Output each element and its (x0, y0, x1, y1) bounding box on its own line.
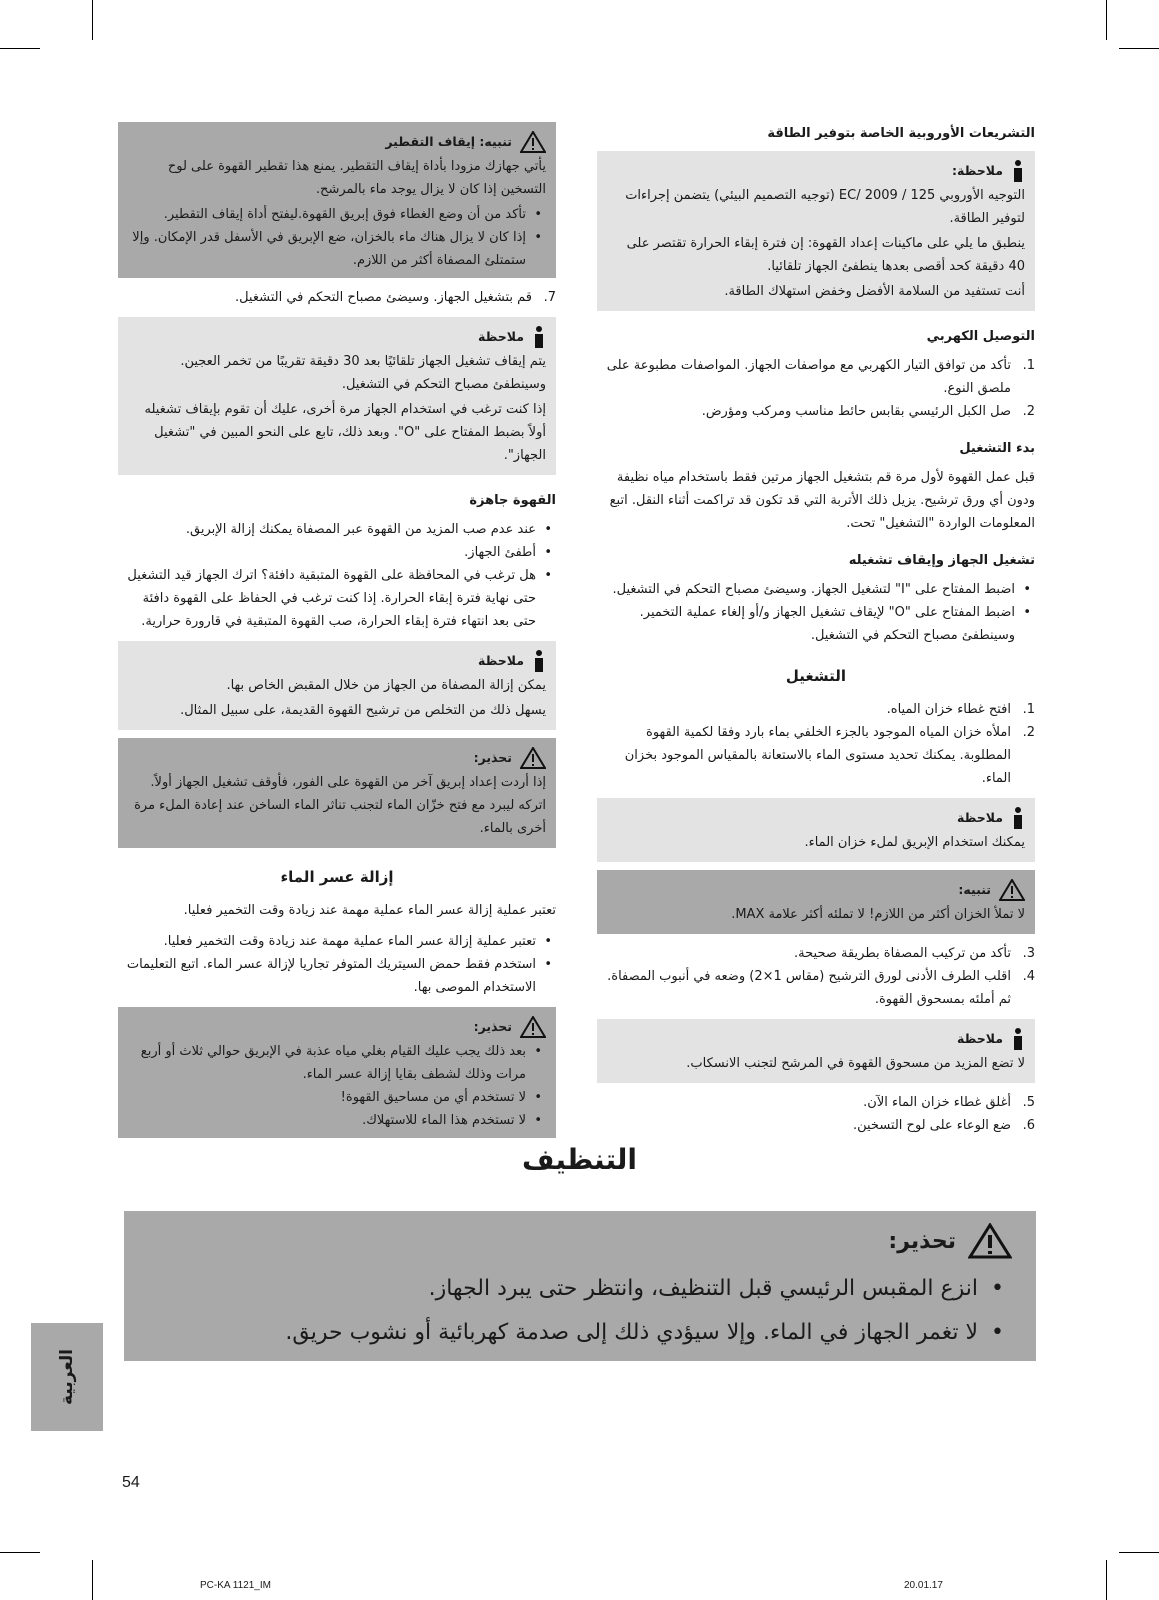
note-text: يمكن إزالة المصفاة من الجهاز من خلال المقبض الخاص بها. (226, 678, 546, 693)
caution-text: إذا أردت إعداد إبريق آخر من القهوة على الفور، فأوقف تشغيل الجهاز أولاً. اتركه ليبرد مع فتح خزّان الماء لتجنب تناثر الماء الساخن عند إعادة الملء مرة أخرى بالماء. (134, 775, 546, 836)
language-tab-label: العربية (57, 1348, 77, 1406)
crop-mark (92, 0, 93, 40)
info-icon (1011, 1028, 1025, 1050)
list-item: • تأكد من أن وضع الغطاء فوق إبريق القهوة.ليفتح أداة إيقاف التقطير. (128, 203, 546, 226)
warning-triangle-icon (520, 131, 546, 153)
coffee-ready-heading: القهوة جاهزة (469, 493, 556, 508)
eu-note-box (597, 151, 1035, 311)
step-7: 7. قم بتشغيل الجهاز. وسيضئ مصباح التحكم في التشغيل. (234, 290, 556, 305)
note-title: ملاحظة (478, 653, 524, 668)
drip-stop-caution-box (118, 122, 556, 278)
first-use-text: قبل عمل القهوة لأول مرة قم بتشغيل الجهاز مرتين فقط باستخدام مياه نظيفة ودون أي ورق ترشيح. يزيل ذلك الأتربة التي قد تكون قد تراكمت أثناء النقل. اتبع المعلومات الواردة "التشغيل" تحت. (609, 470, 1035, 531)
list-item: • هل ترغب في المحافظة على القهوة المتبقية دافئة؟ اترك الجهاز قيد التشغيل حتى نهاية فترة إبقاء الحرارة. إذا كنت ترغب في الحفاظ على القهوة دافئة حتى بعد انتهاء فترة إبقاء الحرارة، صب القهوة المتبقية في قارورة حرارية. (118, 564, 556, 633)
list-item: • إذا كان لا يزال هناك ماء بالخزان، ضع الإبريق في الأسفل قدر الإمكان. وإلا ستمتلئ المصفاة أكثر من اللازم. (128, 226, 546, 272)
list-item: • لا تستخدم هذا الماء للاستهلاك. (128, 1109, 546, 1132)
list-item: • عند عدم صب المزيد من القهوة عبر المصفاة يمكنك إزالة الإبريق. (118, 518, 556, 541)
list-item: 4. اقلب الطرف الأدنى لورق الترشيح (مقاس 1×2) وضعه في أنبوب المصفاة. ثم أملئه بمسحوق القهوة. (607, 969, 1035, 1007)
note-title: ملاحظة (957, 810, 1003, 825)
filter-overflow-note-box (597, 1019, 1035, 1083)
drip-stop-text: يأتي جهازك مزودا بأداة إيقاف التقطير. يمنع هذا تقطير القهوة على لوح التسخين إذا كان لا يزال يوجد ماء بالمرشح. (167, 159, 546, 197)
list-item: 3. تأكد من تركيب المصفاة بطريقة صحيحة. (794, 946, 1035, 961)
left-column (118, 122, 556, 1146)
crop-mark (1106, 1560, 1107, 1600)
auto-off-note-box (118, 317, 556, 475)
note-title: ملاحظة: (952, 163, 1003, 178)
list-item: 6. ضع الوعاء على لوح التسخين. (852, 1118, 1035, 1133)
note-text: أنت تستفيد من السلامة الأفضل وخفض استهلاك الطاقة. (724, 284, 1025, 299)
list-item: • استخدم فقط حمض السيتريك المتوفر تجاريا لإزالة عسر الماء. اتبع التعليمات الاستخدام الموصى بها. (118, 953, 556, 999)
warning-triangle-icon (520, 1016, 546, 1038)
info-icon (532, 326, 546, 348)
max-caution-box (597, 870, 1035, 934)
list-item: • لا تستخدم أي من مساحيق القهوة! (128, 1086, 546, 1109)
descaling-intro: تعتبر عملية إزالة عسر الماء عملية مهمة عند زيادة وقت التخمير فعليا. (183, 903, 556, 918)
warning-triangle-icon (968, 1223, 1012, 1259)
note-text: التوجيه الأوروبي EC/ 2009 / 125 (توجيه التصميم البيئي) يتضمن إجراءات لتوفير الطاقة. (625, 188, 1025, 226)
note-text: يمكنك استخدام الإبريق لملء خزان الماء. (804, 835, 1025, 850)
list-item: • لا تغمر الجهاز في الماء. وإلا سيؤدي ذلك إلى صدمة كهربائية أو نشوب حريق. (148, 1311, 1012, 1355)
note-title: ملاحظة (478, 329, 524, 344)
list-item: 2. صل الكبل الرئيسي بقابس حائط مناسب ومركب ومؤرض. (701, 404, 1035, 419)
crop-mark (92, 1560, 93, 1600)
list-item: 5. أغلق غطاء خزان الماء الآن. (863, 1095, 1035, 1110)
filter-removal-note-box (118, 641, 556, 730)
crop-mark (0, 1552, 40, 1553)
crop-mark (1119, 48, 1159, 49)
descaling-heading: إزالة عسر الماء (280, 868, 394, 886)
cleaning-heading: التنظيف (521, 1143, 638, 1176)
crop-mark (1106, 0, 1107, 40)
list-item: 1. افتح غطاء خزان المياه. (886, 702, 1035, 717)
list-item: • بعد ذلك يجب عليك القيام بغلي مياه عذبة في الإبريق حوالي ثلاث أو أربع مرات وذلك لشطف بقايا إزالة عسر الماء. (128, 1040, 546, 1086)
note-text: لا تضع المزيد من مسحوق القهوة في المرشح لتجنب الانسكاب. (686, 1056, 1025, 1071)
crop-mark (0, 48, 40, 49)
caution-title: تحذير: (888, 1228, 956, 1254)
list-item: 1. تأكد من توافق التيار الكهربي مع مواصفات الجهاز. المواصفات مطبوعة على ملصق النوع. (606, 358, 1035, 396)
note-text: إذا كنت ترغب في استخدام الجهاز مرة أخرى، عليك أن تقوم بإيقاف تشغيله أولاً بضبط المفتاح على "O". وبعد ذلك، تابع على النحو المبين في "تشغيل الجهاز". (144, 402, 546, 463)
fill-note-box (597, 798, 1035, 862)
crop-mark (1119, 1552, 1159, 1553)
warning-triangle-icon (520, 747, 546, 769)
cleaning-warning-box (124, 1211, 1036, 1361)
footer-date: 20.01.17 (904, 1580, 943, 1591)
footer-doc-id: PC-KA 1121_IM (200, 1580, 271, 1591)
electrical-connection-heading: التوصيل الكهربي (926, 329, 1035, 344)
list-item: • اضبط المفتاح على "I" لتشغيل الجهاز. وسيضئ مصباح التحكم في التشغيل. (597, 578, 1035, 601)
caution-title: تحذير: (473, 750, 512, 765)
eu-regulations-heading: التشريعات الأوروبية الخاصة بتوفير الطاقة (767, 126, 1035, 141)
list-item: • اضبط المفتاح على "O" لإيقاف تشغيل الجهاز و/أو إلغاء عملية التخمير. وسينطفئ مصباح التحكم في التشغيل. (597, 601, 1035, 647)
language-tab (31, 1323, 103, 1431)
info-icon (532, 650, 546, 672)
note-title: ملاحظة (957, 1031, 1003, 1046)
note-text: يتم إيقاف تشغيل الجهاز تلقائيًا بعد 30 دقيقة تقريبًا من تخمر العجين. وسينطفئ مصباح التحكم في التشغيل. (180, 354, 546, 392)
operation-heading: التشغيل (785, 667, 847, 685)
caution-title: تحذير: (473, 1019, 512, 1034)
on-off-heading: تشغيل الجهاز وإيقاف تشغيله (848, 553, 1035, 568)
info-icon (1011, 807, 1025, 829)
info-icon (1011, 160, 1025, 182)
list-item: • انزع المقبس الرئيسي قبل التنظيف، وانتظر حتى يبرد الجهاز. (148, 1267, 1012, 1311)
caution-text: لا تملأ الخزان أكثر من اللازم! لا تملئه أكثر علامة MAX. (731, 907, 1025, 922)
right-column (597, 122, 1035, 1137)
first-use-heading: بدء التشغيل (959, 441, 1035, 456)
list-item: 2. املأه خزان المياه الموجود بالجزء الخلفي بماء بارد وفقا لكمية القهوة المطلوبة. يمكنك تحديد مستوى الماء بالاستعانة بالمقياس الموجود بخزان الماء. (624, 725, 1035, 786)
descaling-caution-box (118, 1007, 556, 1138)
list-item: • تعتبر عملية إزالة عسر الماء عملية مهمة عند زيادة وقت التخمير فعليا. (118, 930, 556, 953)
note-text: ينطبق ما يلي على ماكينات إعداد القهوة: إن فترة إبقاء الحرارة تقتصر على 40 دقيقة كحد أقصى بعدها ينطفئ الجهاز تلقائيا. (626, 236, 1025, 274)
caution-title: تنبيه: (958, 882, 991, 897)
page-number: 54 (122, 1474, 140, 1491)
drip-stop-caution-title: تنبيه: إيقاف التقطير (385, 134, 512, 149)
warning-triangle-icon (999, 879, 1025, 901)
second-pot-caution-box (118, 738, 556, 848)
note-text: يسهل ذلك من التخلص من ترشيح القهوة القديمة، على سبيل المثال. (180, 703, 546, 718)
list-item: • أطفئ الجهاز. (118, 541, 556, 564)
